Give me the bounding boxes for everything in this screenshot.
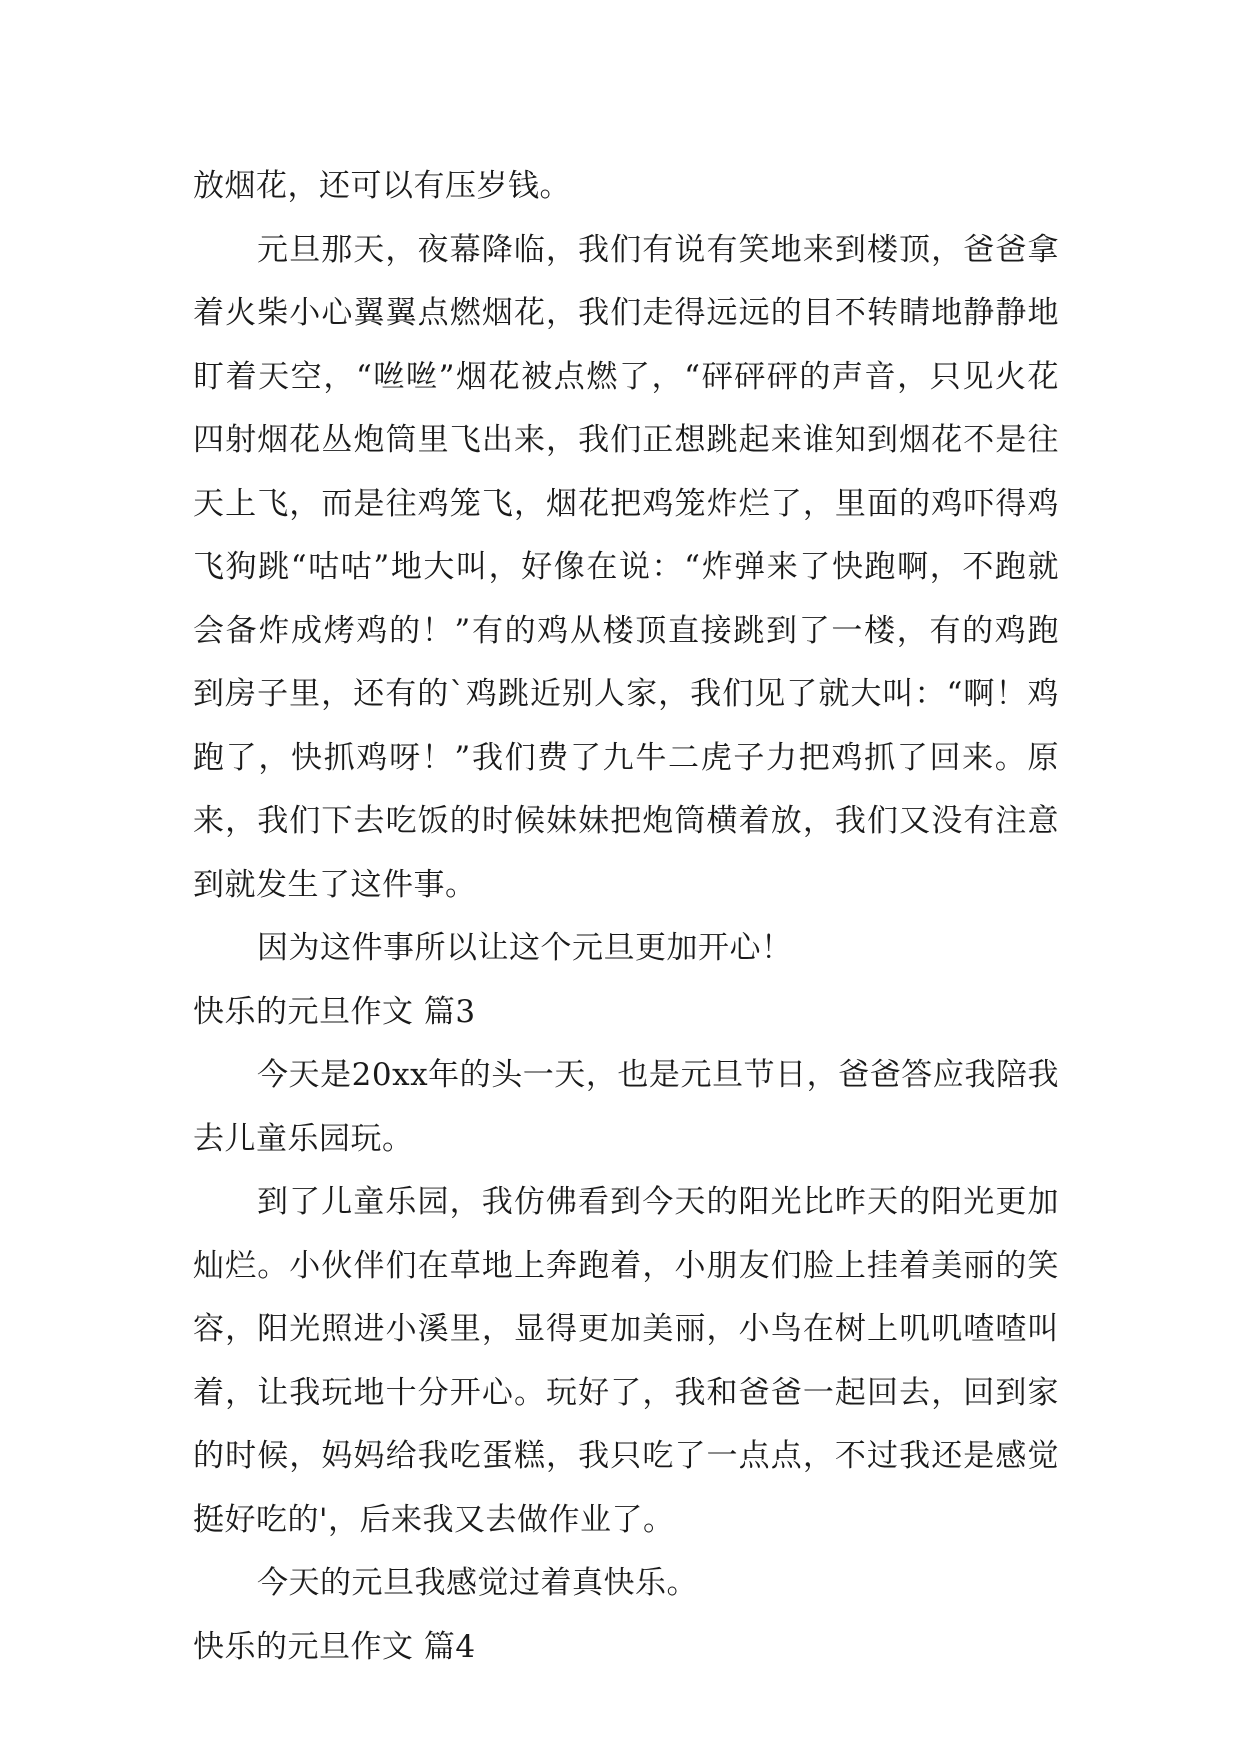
paragraph-happy-feeling: 今天的元旦我感觉过着真快乐。: [257, 1565, 698, 1601]
paragraph-first-day: 今天是20xx年的头一天，也是元旦节日，爸爸答应我陪我去儿童乐园玩。: [193, 1057, 1059, 1157]
paragraph-childrens-park: 到了儿童乐园，我仿佛看到今天的阳光比昨天的阳光更加灿烂。小伙伴们在草地上奔跑着，小朋友们脸上挂着美丽的笑容，阳光照进小溪里，显得更加美丽，小鸟在树上叽叽喳喳叫着，让我玩地十分开心。玩好了，我和爸爸一起回去，回到家的时候，妈妈给我吃蛋糕，我只吃了一点点，不过我还是感觉挺好吃的'，后来我又去做作业了。: [193, 1184, 1059, 1538]
document-page: [193, 155, 1059, 1679]
essay-heading-3: 快乐的元旦作文 篇3: [193, 993, 476, 1030]
paragraph-new-year-night: 元旦那天，夜幕降临，我们有说有笑地来到楼顶，爸爸拿着火柴小心翼翼点燃烟花，我们走得远远的目不转睛地静静地盯着天空，“咝咝”烟花被点燃了，“砰砰砰的声音，只见火花四射烟花丛炮筒里飞出来，我们正想跳起来谁知到烟花不是往天上飞，而是往鸡笼飞，烟花把鸡笼炸烂了，里面的鸡吓得鸡飞狗跳“咕咕”地大叫，好像在说：“炸弹来了快跑啊，不跑就会备炸成烤鸡的！”有的鸡从楼顶直接跳到了一楼，有的鸡跑到房子里，还有的`鸡跳近别人家，我们见了就大叫：“啊！鸡跑了，快抓鸡呀！”我们费了九牛二虎子力把鸡抓了回来。原来，我们下去吃饭的时候妹妹把炮筒横着放，我们又没有注意到就发生了这件事。: [193, 231, 1059, 903]
paragraph-fireworks-money: 放烟花，还可以有压岁钱。: [193, 168, 571, 204]
paragraph-happier-new-year: 因为这件事所以让这个元旦更加开心！: [257, 930, 793, 966]
essay-heading-4: 快乐的元旦作文 篇4: [193, 1628, 476, 1665]
